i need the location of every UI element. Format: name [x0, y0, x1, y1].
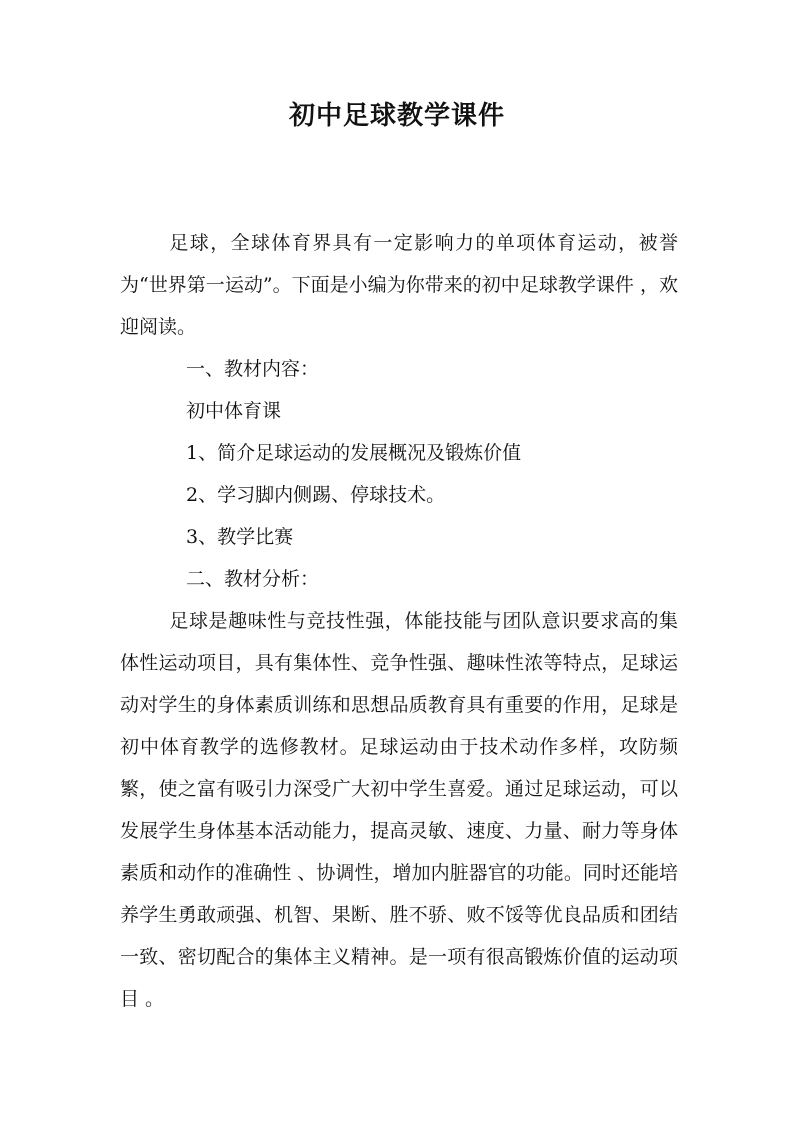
list-item: 3、教学比赛 — [186, 526, 294, 548]
analysis-paragraph: 足球是趣味性与竞技性强，体能技能与团队意识要求高的集体性运动项目，具有集体性、竞争性强、趣味性浓等特点，足球运动对学生的身体素质训练和思想品质教育具有重要的作用，足球是初中体育教学的选修教材。足球运动由于技术动作多样，攻防频繁，使之富有吸引力深受广大初中学生喜爱。通过足球运动，可以发展学生身体基本活动能力，提高灵敏、速度、力量、耐力等身体素质和动作的准确性 、协调性，增加内脏器官的功能。同时还能培养学生勇敢顽强、机智、果断、胜不骄、败不馁等优良品质和团结一致、密切配合的集体主义精神。是一项有很高锻炼价值的运动项目 。 — [120, 610, 678, 1010]
document-title: 初中足球教学课件 — [288, 101, 505, 131]
list-item: 1、简介足球运动的发展概况及锻炼价值 — [186, 442, 522, 464]
document-body — [120, 222, 678, 1020]
section-subheading: 初中体育课 — [186, 400, 282, 422]
section-heading-analysis: 二、教材分析： — [186, 568, 320, 590]
list-item: 2、学习脚内侧踢、停球技术。 — [186, 484, 446, 506]
section-heading-content: 一、教材内容： — [186, 358, 320, 380]
intro-paragraph: 足球，全球体育界具有一定影响力的单项体育运动，被誉为“世界第一运动”。下面是小编为你带来的初中足球教学课件 ，欢迎阅读。 — [120, 232, 678, 338]
